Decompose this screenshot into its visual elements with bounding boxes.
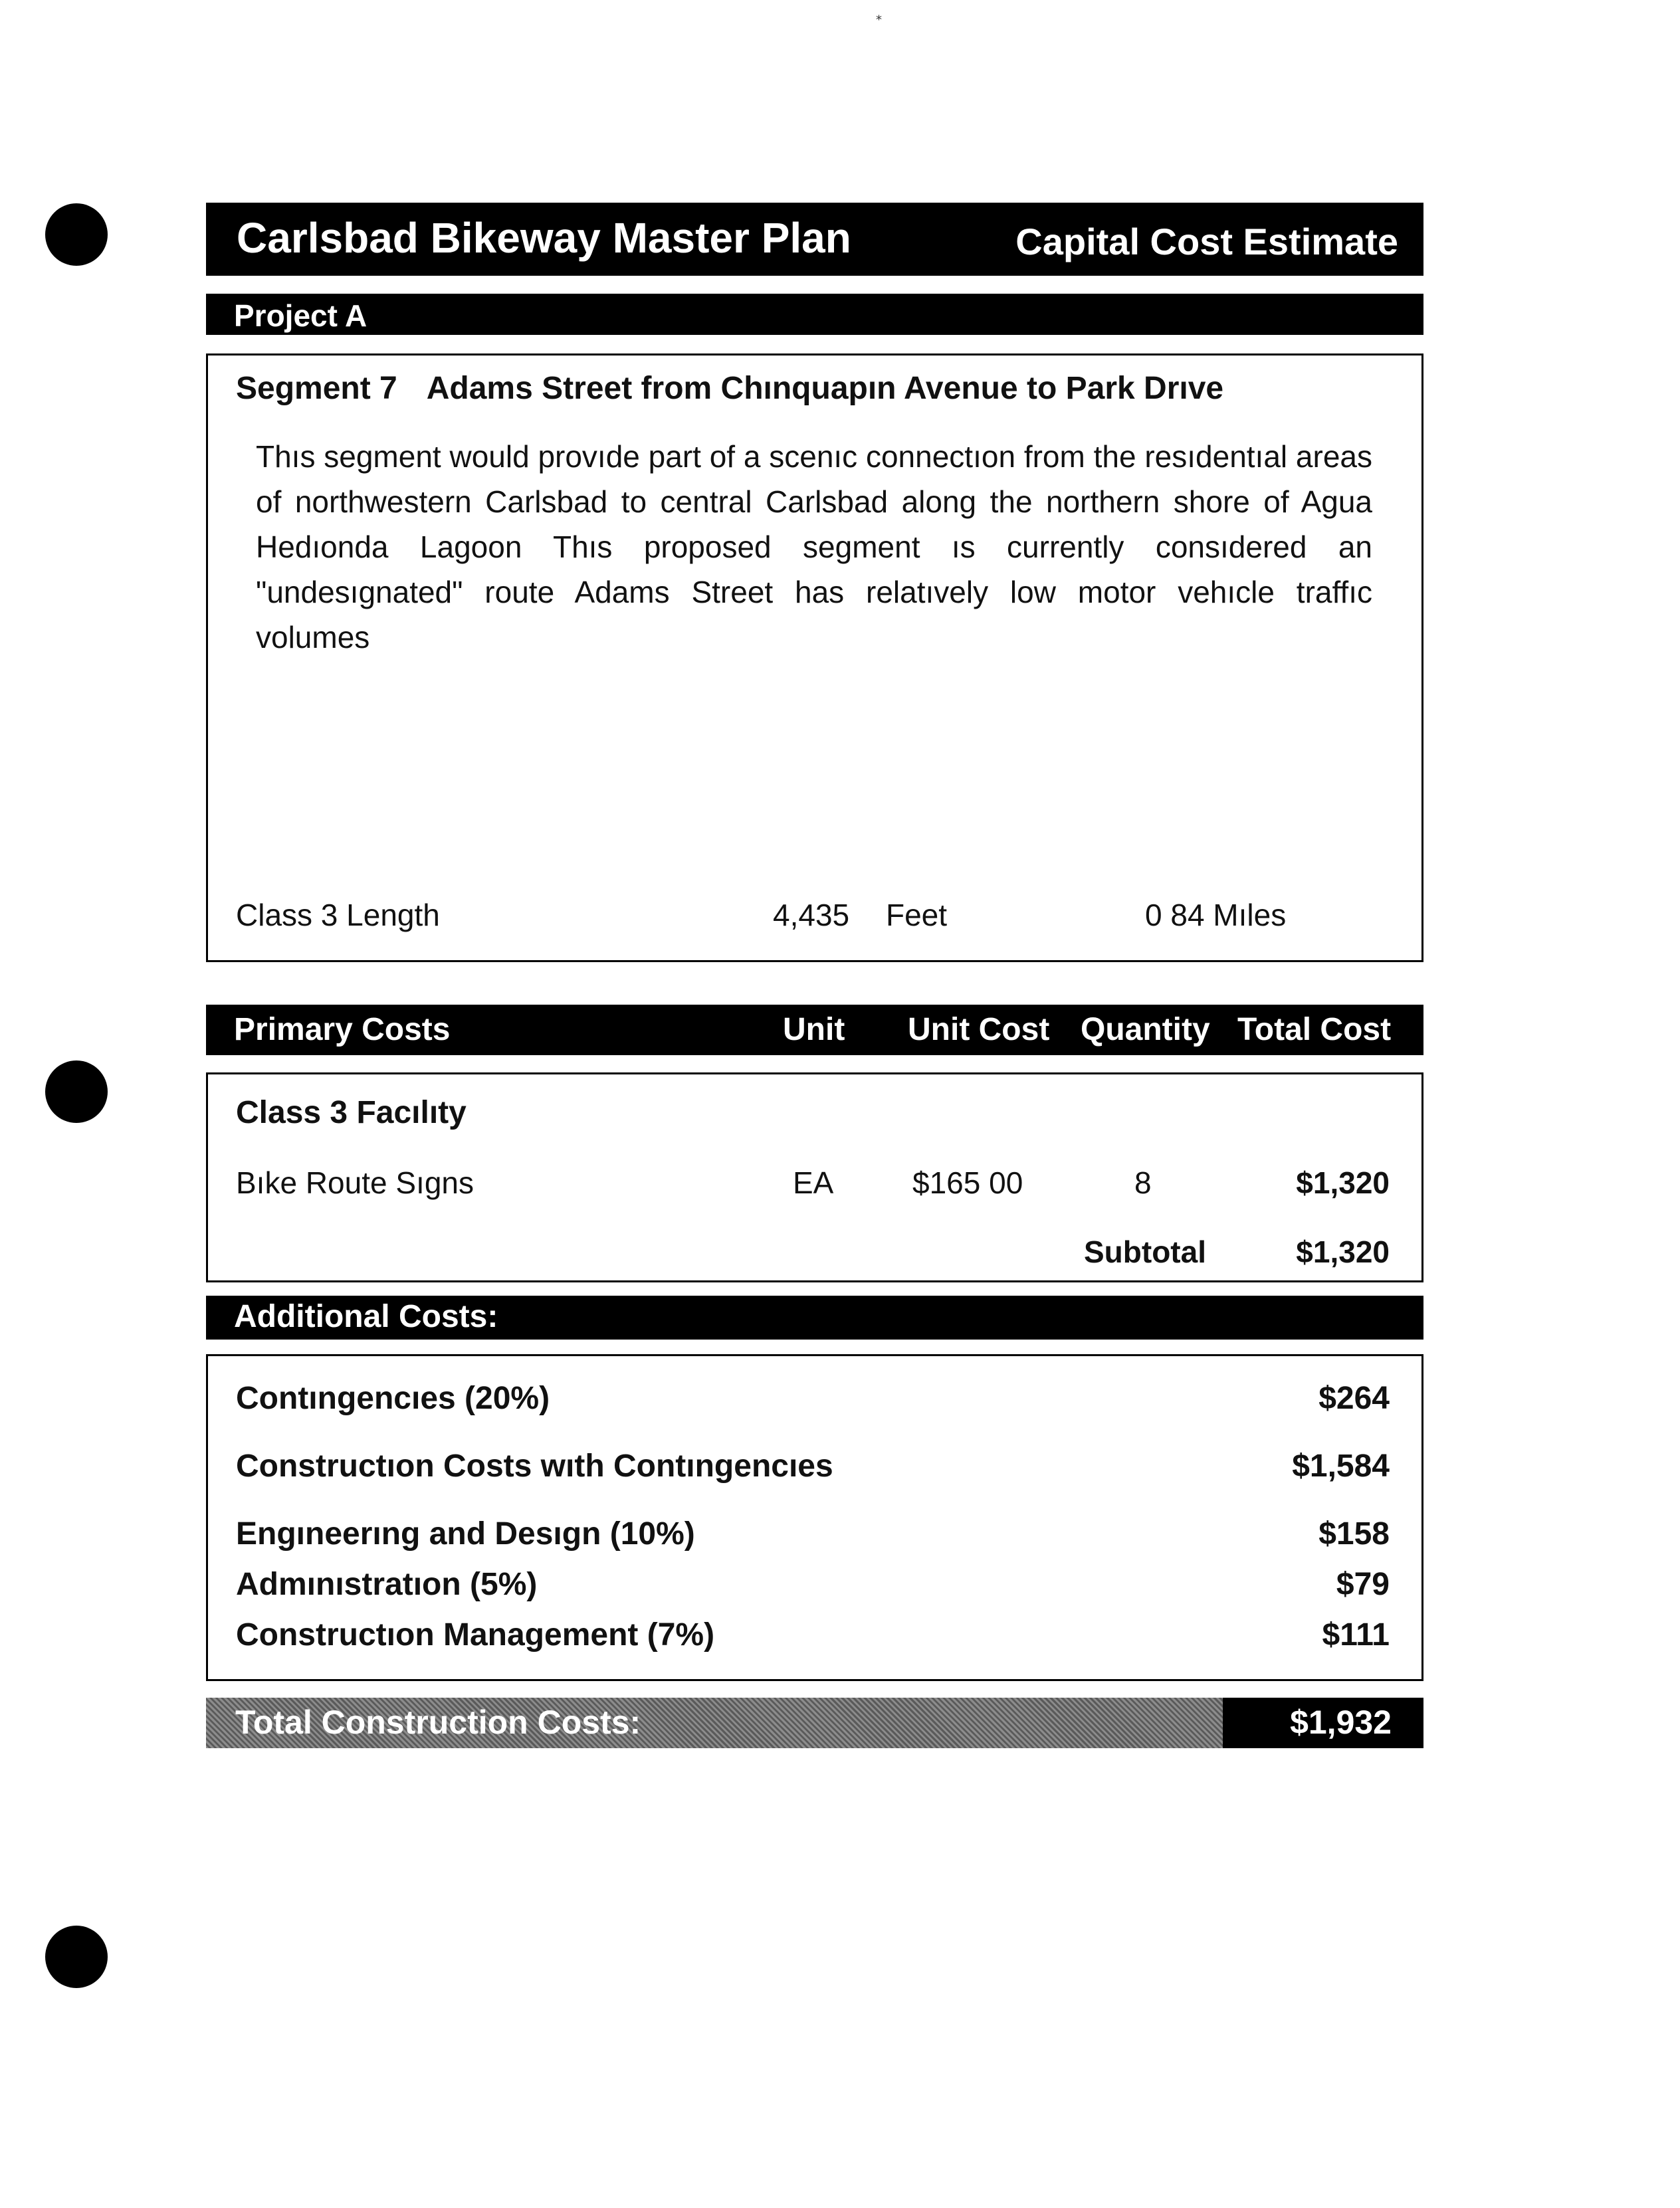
primary-costs-box [206, 1072, 1423, 1282]
facility-title: Class 3 Facılıty [236, 1095, 467, 1130]
binder-hole-middle [45, 1060, 108, 1123]
engineering-design-label: Engıneerıng and Desıgn (10%) [236, 1516, 695, 1552]
contingencies-label: Contıngencıes (20%) [236, 1381, 550, 1416]
construction-management-label: Constructıon Management (7%) [236, 1617, 715, 1653]
header-total-cost: Total Cost [1237, 1012, 1392, 1047]
page-mark: ⁎ [876, 9, 882, 23]
document-subtitle: Capital Cost Estimate [1015, 221, 1398, 262]
item-total: $1,320 [1296, 1165, 1390, 1200]
additional-cost-row [236, 1380, 1390, 1417]
construction-with-contingencies-value: $1,584 [1292, 1449, 1390, 1484]
length-feet-unit: Feet [886, 898, 948, 932]
additional-cost-row [236, 1516, 1390, 1552]
binder-hole-bottom [45, 1926, 108, 1988]
document-title: Carlsbad Bikeway Master Plan [237, 214, 851, 262]
item-unit-cost: $165 00 [912, 1165, 1023, 1200]
additional-cost-row [236, 1617, 1390, 1653]
subtotal-value: $1,320 [1296, 1235, 1390, 1269]
construction-with-contingencies-label: Constructıon Costs wıth Contıngencıes [236, 1449, 833, 1484]
administration-label: Admınıstratıon (5%) [236, 1567, 538, 1602]
additional-cost-row [236, 1566, 1390, 1603]
total-label: Total Construction Costs: [235, 1704, 641, 1741]
segment-number: Segment 7 [236, 371, 397, 406]
additional-costs-title: Additional Costs: [234, 1299, 498, 1334]
header-unit: Unit [783, 1012, 845, 1047]
administration-value: $79 [1336, 1567, 1390, 1602]
additional-cost-row [236, 1448, 1390, 1484]
additional-costs-box [206, 1354, 1423, 1681]
length-miles: 0 84 Mıles [1145, 898, 1287, 932]
project-bar [206, 294, 1423, 335]
segment-name: Adams Street from Chınquapın Avenue to Park Drıve [426, 371, 1224, 406]
total-value: $1,932 [1290, 1704, 1392, 1741]
title-bar [206, 203, 1423, 276]
header-primary-costs: Primary Costs [234, 1012, 451, 1047]
additional-costs-header [206, 1296, 1423, 1340]
primary-costs-header [206, 1005, 1423, 1055]
subtotal-label: Subtotal [1084, 1235, 1206, 1269]
item-unit: EA [793, 1165, 834, 1200]
segment-title [236, 370, 1223, 407]
header-quantity: Quantity [1081, 1012, 1210, 1047]
construction-management-value: $111 [1322, 1617, 1390, 1653]
binder-hole-top [45, 203, 108, 266]
length-label: Class 3 Length [236, 898, 440, 932]
length-feet: 4,435 [773, 898, 850, 932]
header-unit-cost: Unit Cost [908, 1012, 1050, 1047]
project-label: Project A [234, 298, 368, 333]
item-name: Bıke Route Sıgns [236, 1165, 474, 1200]
contingencies-value: $264 [1318, 1381, 1390, 1416]
segment-box [206, 353, 1423, 962]
engineering-design-value: $158 [1318, 1516, 1390, 1552]
item-quantity: 8 [1134, 1165, 1152, 1200]
total-construction-costs-bar [206, 1698, 1423, 1748]
segment-description: Thıs segment would provıde part of a scenıc connectıon from the resıdentıal areas of northwestern Carlsbad to central Carlsbad along the northern shore of Agua Hedıonda Lagoon Thıs proposed segment ıs currently consıdered an "undesıgnated" route Adams Street has relatıvely low motor vehıcle traffıc volumes [256, 439, 1372, 654]
total-value-box [1223, 1698, 1423, 1748]
